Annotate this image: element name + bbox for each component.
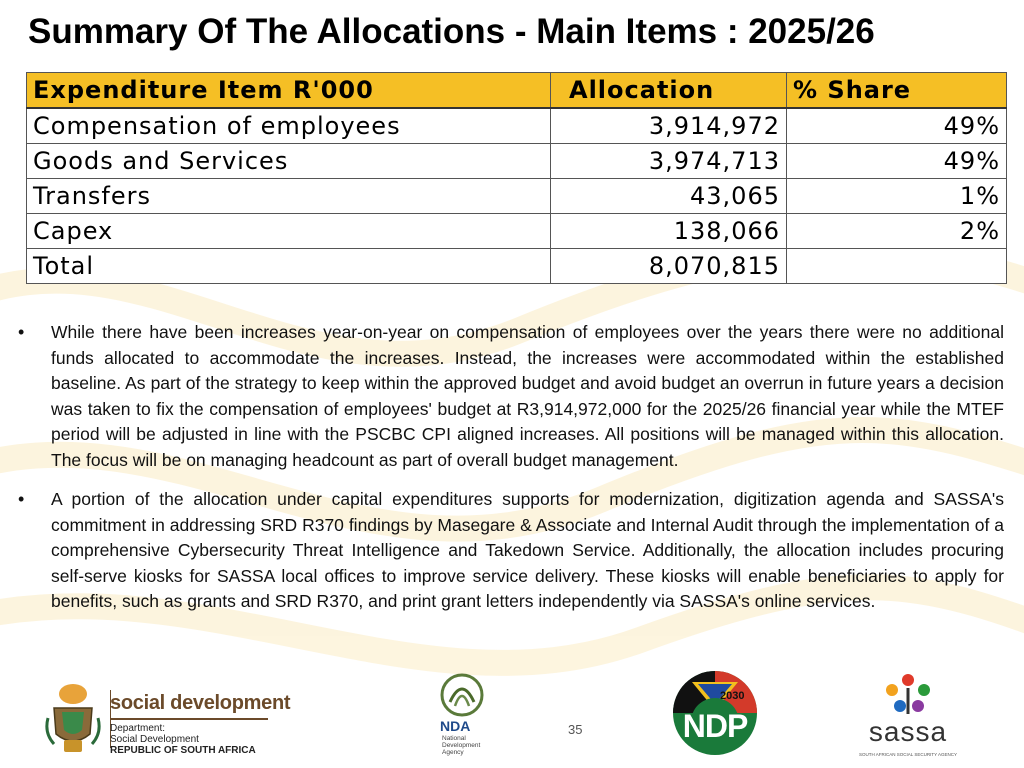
ndp-abbr: NDP <box>682 708 748 744</box>
bullet-icon: • <box>18 322 25 342</box>
table-row <box>27 108 1007 144</box>
dsd-logo <box>44 678 291 764</box>
row-item: Transfers <box>27 179 551 214</box>
slide-title: Summary Of The Allocations - Main Items : 2025/26 <box>28 12 875 51</box>
row-allocation: 8,070,815 <box>551 249 787 284</box>
row-share: 1% <box>787 179 1007 214</box>
table-header-row <box>27 73 1007 109</box>
row-share: 49% <box>787 108 1007 144</box>
table-row <box>27 144 1007 179</box>
row-item: Total <box>27 249 551 284</box>
row-share <box>787 249 1007 284</box>
nda-logo <box>436 672 496 762</box>
bullet-icon: • <box>18 489 25 509</box>
nda-line2: Development <box>442 742 481 749</box>
sassa-logo <box>852 670 964 760</box>
sassa-name: sassa <box>868 716 948 747</box>
row-allocation: 43,065 <box>551 179 787 214</box>
table-row <box>27 214 1007 249</box>
bullet-list <box>18 320 1004 629</box>
sassa-tagline: SOUTH AFRICAN SOCIAL SECURITY AGENCY <box>858 752 958 757</box>
dsd-line3: REPUBLIC OF SOUTH AFRICA <box>110 745 256 756</box>
dsd-line1: Department: <box>110 723 166 734</box>
footer-logos <box>0 670 1024 768</box>
dsd-name: social development <box>110 692 291 714</box>
row-allocation: 138,066 <box>551 214 787 249</box>
bullet-text: While there have been increases year-on-year on compensation of employees over the years there were no additional funds allocated to accommodate the increases. Instead, the increases were accommodated within the established baseline. As part of the strategy to keep within the approved budget and avoid budget an overrun in future years a decision was taken to fix the compensation of employees' budget at R3,914,972,000 for the 2025/26 financial year while the MTEF period will be adjusted in line with the PSCBC CPI aligned increases. All positions will be managed within this allocation. The focus will be on managing headcount as part of overall budget management. <box>51 322 1004 470</box>
ndp-logo <box>672 670 758 756</box>
header-allocation: Allocation <box>551 73 787 109</box>
nda-line3: Agency <box>442 749 464 756</box>
table-row <box>27 179 1007 214</box>
nda-abbr: NDA <box>440 718 471 734</box>
ndp-year: 2030 <box>720 690 745 702</box>
row-item: Goods and Services <box>27 144 551 179</box>
header-share: % Share <box>787 73 1007 109</box>
table-row-total <box>27 249 1007 284</box>
row-item: Compensation of employees <box>27 108 551 144</box>
row-allocation: 3,974,713 <box>551 144 787 179</box>
coat-of-arms-icon <box>44 678 102 758</box>
dsd-line2: Social Development <box>110 734 199 745</box>
row-item: Capex <box>27 214 551 249</box>
bullet-item <box>18 487 1004 615</box>
bullet-text: A portion of the allocation under capital expenditures supports for modernization, digitization agenda and SASSA's commitment in addressing SRD R370 findings by Masegare & Associate and Internal Audit through the implementation of a comprehensive Cybersecurity Threat Intelligence and Takedown Service. Additionally, the allocation includes procuring self-serve kiosks for SASSA local offices to improve service delivery. These kiosks will enable beneficiaries to apply for benefits, such as grants and SRD R370, and print grant letters independently via SASSA's online services. <box>51 489 1004 611</box>
row-share: 49% <box>787 144 1007 179</box>
bullet-item <box>18 320 1004 473</box>
allocations-table <box>26 72 1007 284</box>
row-share: 2% <box>787 214 1007 249</box>
nda-emblem-icon <box>438 672 486 718</box>
nda-line1: National <box>442 735 466 742</box>
row-allocation: 3,914,972 <box>551 108 787 144</box>
sassa-emblem-icon <box>878 670 938 718</box>
page-number: 35 <box>568 722 583 737</box>
header-expenditure-item: Expenditure Item R'000 <box>27 73 551 109</box>
